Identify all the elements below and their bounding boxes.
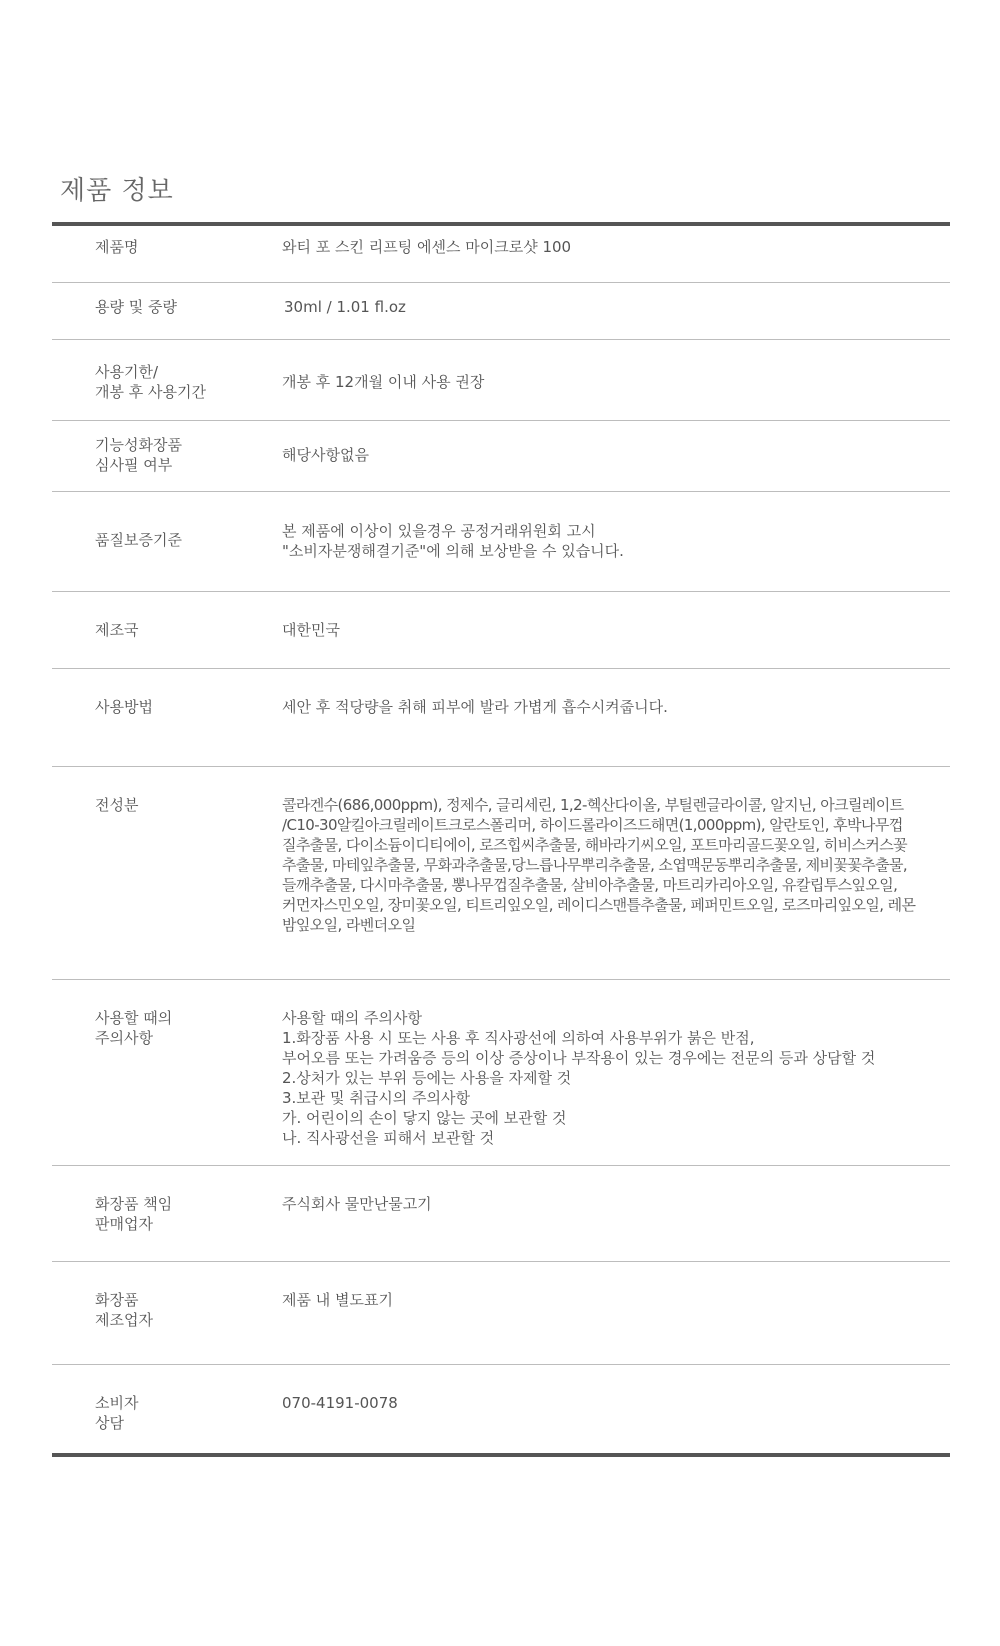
row-precautions <box>52 979 950 1165</box>
row-responsible-seller <box>52 1165 950 1261</box>
row-label: 전성분 <box>95 796 139 814</box>
row-value: 와티 포 스킨 리프팅 에센스 마이크로샷 100 <box>282 238 572 256</box>
row-consumer-support <box>52 1364 950 1453</box>
row-label: 소비자 상담 <box>95 1394 139 1432</box>
row-label: 사용기한/ 개봉 후 사용기간 <box>95 363 206 401</box>
row-expiry <box>52 339 950 420</box>
row-label: 제품명 <box>95 238 139 256</box>
row-usage <box>52 668 950 766</box>
product-info-table <box>52 222 950 1457</box>
row-label: 화장품 책임 판매업자 <box>95 1195 173 1233</box>
row-label: 화장품 제조업자 <box>95 1291 153 1329</box>
row-country-of-manufacture <box>52 591 950 668</box>
row-value: 본 제품에 이상이 있을경우 공정거래위원회 고시 "소비자분쟁해결기준"에 의해 보상받을 수 있습니다. <box>282 522 624 560</box>
row-value: 해당사항없음 <box>282 446 369 464</box>
row-value: 070-4191-0078 <box>282 1394 398 1412</box>
row-product-name <box>52 226 950 282</box>
row-value: 30ml / 1.01 fl.oz <box>284 298 406 316</box>
row-value: 제품 내 별도표기 <box>282 1291 393 1309</box>
row-value: 콜라겐수(686,000ppm), 정제수, 글리세린, 1,2-헥산다이올, 부틸렌글라이콜, 알지닌, 아크릴레이트 /C10-30알킬아크릴레이트크로스폴리머, 하이드롤라이즈드해면(1,000ppm), 알란토인, 후박나무껍 질추출물, 다이소듐이디티에이, 로즈힙씨추출물, 해바라기씨오일, 포트마리골드꽃오일, 히비스커스꽃 추출물, 마테잎추출물, 무화과추출물,당느릅나무뿌리추출물, 소엽맥문동뿌리추출물, 제비꽃꽃추출물, 들깨추출물, 다시마추출물, 뽕나무껍질추출물, 살비아추출물, 마트리카리아오일, 유칼립투스잎오일, 커먼자스민오일, 장미꽃오일, 티트리잎오일, 레이디스맨틀추출물, 페퍼민트오일, 로즈마리잎오일, 레몬 밤잎오일, 라벤더오일 <box>282 796 916 934</box>
row-label: 기능성화장품 심사필 여부 <box>95 436 182 474</box>
row-quality-guarantee <box>52 491 950 591</box>
row-ingredients <box>52 766 950 979</box>
row-label: 사용방법 <box>95 698 153 716</box>
row-label: 품질보증기준 <box>95 531 182 549</box>
row-value: 세안 후 적당량을 취해 피부에 발라 가볍게 흡수시켜줍니다. <box>282 698 668 716</box>
row-label: 용량 및 중량 <box>95 298 177 316</box>
page-title: 제품 정보 <box>60 176 174 206</box>
row-label: 사용할 때의 주의사항 <box>95 1009 173 1047</box>
row-value: 대한민국 <box>282 621 340 639</box>
row-value: 사용할 때의 주의사항 1.화장품 사용 시 또는 사용 후 직사광선에 의하여 사용부위가 붉은 반점, 부어오름 또는 가려움증 등의 이상 증상이나 부작용이 있는 경우에는 전문의 등과 상담할 것 2.상처가 있는 부위 등에는 사용을 자제할 것 3.보관 및 취급시의 주의사항 가. 어린이의 손이 닿지 않는 곳에 보관할 것 나. 직사광선을 피해서 보관할 것 <box>282 1009 876 1147</box>
row-value: 개봉 후 12개월 이내 사용 권장 <box>282 373 485 391</box>
row-volume <box>52 282 950 339</box>
row-manufacturer <box>52 1261 950 1364</box>
row-functional-cosmetics <box>52 420 950 491</box>
row-value: 주식회사 물만난물고기 <box>282 1195 432 1213</box>
row-label: 제조국 <box>95 621 139 639</box>
